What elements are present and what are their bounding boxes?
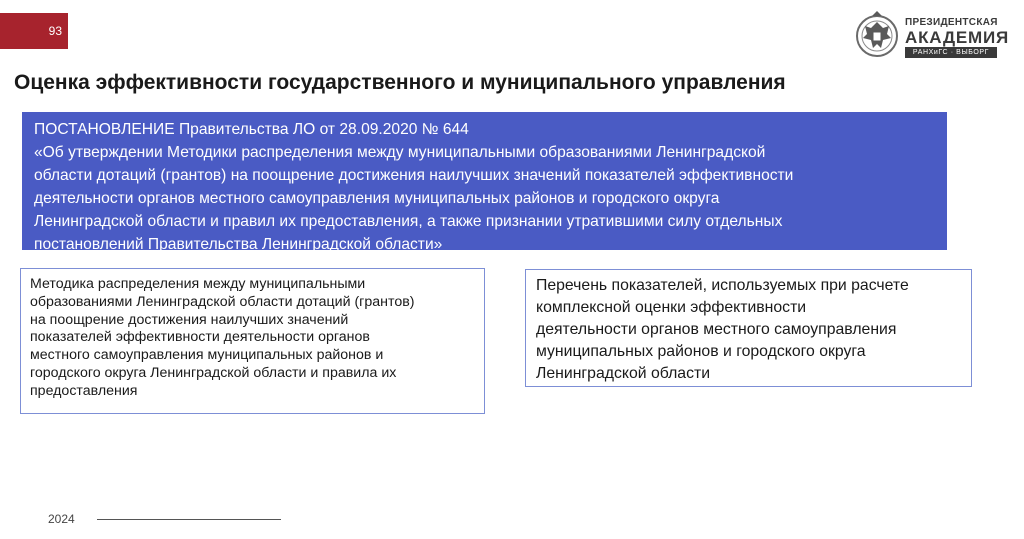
resolution-line: ПОСТАНОВЛЕНИЕ Правительства ЛО от 28.09.2020 № 644 — [34, 121, 469, 138]
methodology-line: показателей эффективности деятельности органов — [30, 329, 370, 346]
logo-text-sub: РАНХиГС · ВЫБОРГ — [905, 47, 997, 58]
methodology-line: на поощрение достижения наилучших значений — [30, 311, 349, 328]
resolution-line: Ленинградской области и правил их предоставления, а также признании утратившими силу отдельных — [34, 213, 783, 230]
academy-logo — [853, 8, 1013, 64]
indicators-line: Перечень показателей, используемых при расчете — [536, 277, 909, 294]
indicators-list-box — [525, 269, 972, 387]
page-number: 93 — [48, 24, 62, 38]
logo-text-main: АКАДЕМИЯ — [905, 28, 1010, 47]
indicators-line: Ленинградской области — [536, 365, 711, 382]
indicators-line: муниципальных районов и городского округа — [536, 343, 866, 360]
footer-year: 2024 — [48, 512, 75, 526]
page-number-badge — [0, 13, 68, 49]
double-headed-eagle-emblem-icon — [853, 8, 901, 64]
methodology-box — [20, 268, 485, 414]
methodology-line: Методика распределения между муниципальными — [30, 276, 366, 292]
indicators-line: деятельности органов местного самоуправления — [536, 321, 897, 338]
indicators-line: комплексной оценки эффективности — [536, 299, 807, 316]
methodology-line: образованиями Ленинградской области дотаций (грантов) — [30, 293, 415, 310]
resolution-line: «Об утверждении Методики распределения между муниципальными образованиями Ленинградской — [34, 144, 766, 161]
methodology-line: предоставления — [30, 382, 138, 399]
logo-text-top: ПРЕЗИДЕНТСКАЯ — [905, 17, 998, 28]
resolution-line: деятельности органов местного самоуправления муниципальных районов и городского округа — [34, 190, 720, 207]
resolution-line: постановлений Правительства Ленинградской области» — [34, 236, 443, 253]
footer-divider — [97, 519, 281, 520]
slide-title: Оценка эффективности государственного и муниципального управления — [14, 71, 786, 94]
resolution-box — [22, 112, 947, 253]
methodology-line: местного самоуправления муниципальных районов и — [30, 347, 384, 364]
methodology-line: городского округа Ленинградской области и правила их — [30, 364, 397, 381]
resolution-line: области дотаций (грантов) на поощрение достижения наилучших значений показателей эффективности — [34, 167, 794, 184]
